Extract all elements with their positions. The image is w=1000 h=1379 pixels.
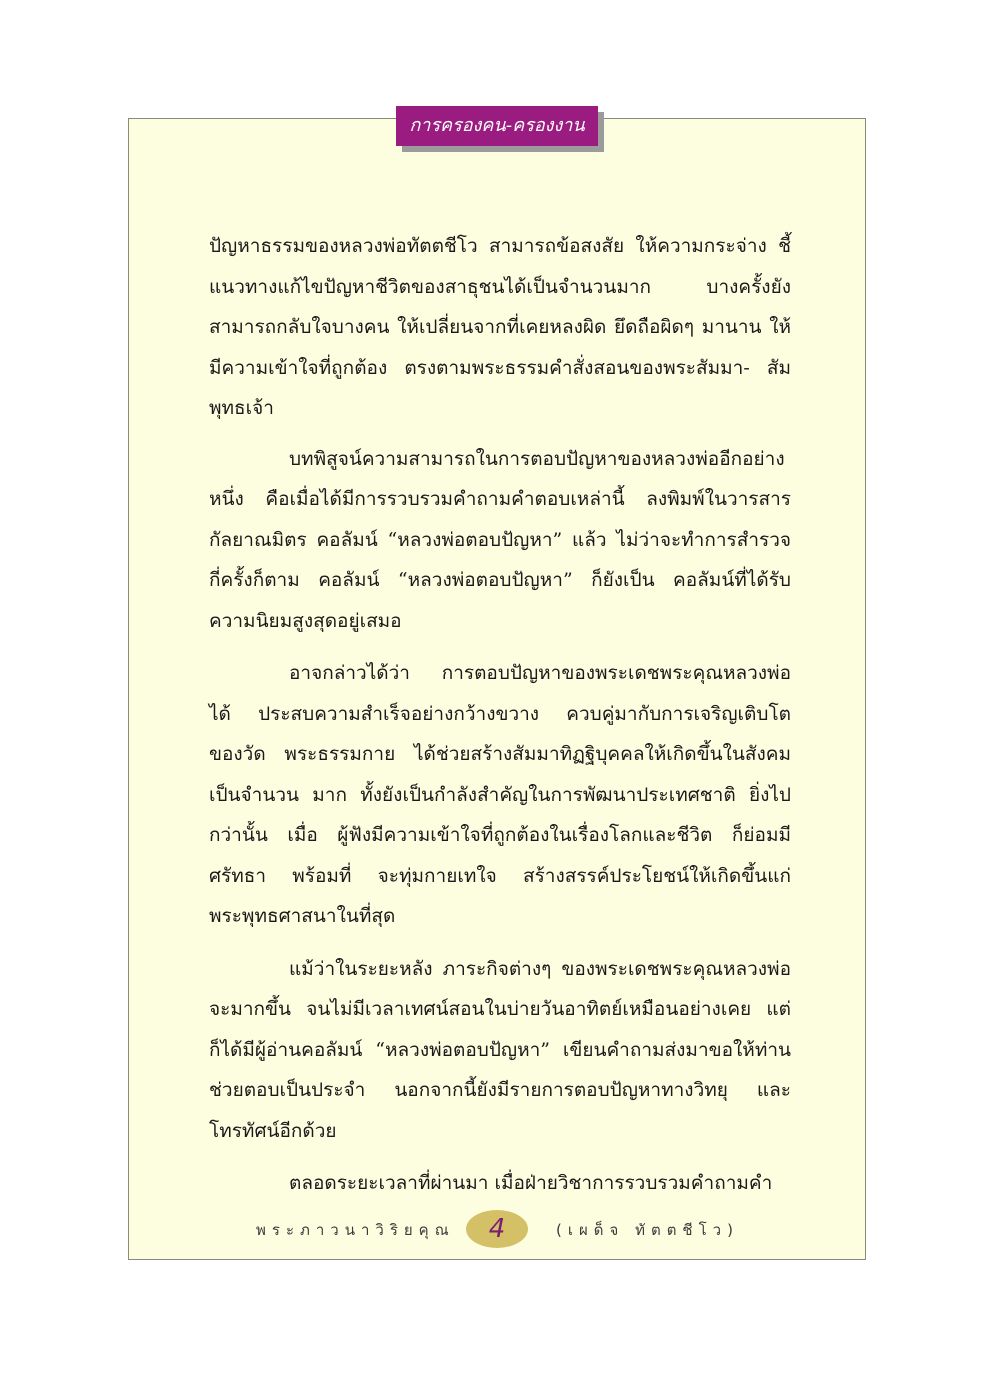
page-number: 4 bbox=[466, 1210, 528, 1248]
footer-author-title: พระภาวนาวิริยคุณ bbox=[256, 1221, 455, 1239]
paragraph-2: บทพิสูจน์ความสามารถในการตอบปัญหาของหลวงพ่ออีกอย่าง หนึ่ง คือเมื่อได้มีการรวบรวมคำถามคำตอบเหล่านี้ ลงพิมพ์ในวารสาร กัลยาณมิตร คอลัมน์ “หลวงพ่อตอบปัญหา” แล้ว ไม่ว่าจะทำการสำรวจ กี่ครั้งก็ตาม คอลัมน์ “หลวงพ่อตอบปัญหา” ก็ยังเป็น คอลัมน์ที่ได้รับ ความนิยมสูงสุดอยู่เสมอ bbox=[209, 447, 791, 632]
paragraph-5: ตลอดระยะเวลาที่ผ่านมา เมื่อฝ่ายวิชาการรวบรวมคำถามคำ bbox=[289, 1172, 773, 1194]
paragraph-4: แม้ว่าในระยะหลัง ภาระกิจต่างๆ ของพระเดชพระคุณหลวงพ่อ จะมากขึ้น จนไม่มีเวลาเทศน์สอนในบ่ายวันอาทิตย์เหมือนอย่างเคย แต่ ก็ได้มีผู้อ่านคอลัมน์ “หลวงพ่อตอบปัญหา” เขียนคำถามส่งมาขอให้ท่าน ช่วยตอบเป็นประจำ นอกจากนี้ยังมีรายการตอบปัญหาทางวิทยุ และ โทรทัศน์อีกด้วย bbox=[209, 957, 791, 1142]
paragraph-1: ปัญหาธรรมของหลวงพ่อทัตตชีโว สามารถข้อสงสัย ให้ความกระจ่าง ชี้แนวทางแก้ไขปัญหาชีวิตของสาธุชนได้เป็นจำนวนมาก บางครั้งยัง สามารถกลับใจบางคน ให้เปลี่ยนจากที่เคยหลงผิด ยึดถือผิดๆ มานาน ให้ มีความเข้าใจที่ถูกต้อง ตรงตามพระธรรมคำสั่งสอนของพระสัมมา- สัมพุทธเจ้า bbox=[209, 235, 791, 419]
body-text bbox=[209, 226, 791, 1216]
page-footer bbox=[0, 1208, 1000, 1248]
footer-author-name: (เผด็จ ทัตตชีโว) bbox=[556, 1221, 739, 1239]
paragraph-3: อาจกล่าวได้ว่า การตอบปัญหาของพระเดชพระคุณหลวงพ่อ ได้ ประสบความสำเร็จอย่างกว้างขวาง ควบคู่มากับการเจริญเติบโตของวัด พระธรรมกาย ได้ช่วยสร้างสัมมาทิฏฐิบุคคลให้เกิดขึ้นในสังคมเป็นจำนวน มาก ทั้งยังเป็นกำลังสำคัญในการพัฒนาประเทศชาติ ยิ่งไปกว่านั้น เมื่อ ผู้ฟังมีความเข้าใจที่ถูกต้องในเรื่องโลกและชีวิต ก็ย่อมมีศรัทธา พร้อมที่ จะทุ่มกายเทใจ สร้างสรรค์ประโยชน์ให้เกิดขึ้นแก่พระพุทธศาสนาในที่สุด bbox=[209, 662, 791, 927]
chapter-title: การครองคน-ครองงาน bbox=[396, 106, 598, 146]
